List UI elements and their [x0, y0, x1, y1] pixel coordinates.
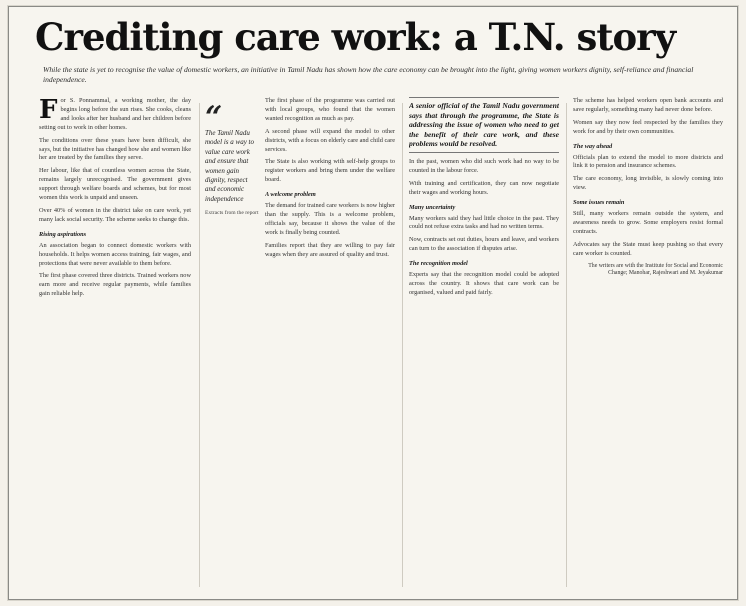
paragraph: Experts say that the recognition model could be adopted across the country. It shows that care work can be organised, valued and paid fairly.: [409, 271, 559, 296]
paragraph: Now, contracts set out duties, hours and leave, and workers can turn to the association if disputes arise.: [409, 236, 559, 253]
paragraph: Over 40% of women in the district take on care work, yet many lack social security. The scheme seeks to change this.: [39, 206, 191, 223]
paragraph: Families report that they are willing to pay fair wages when they are assured of quality and trust.: [265, 241, 395, 258]
paragraph: An association began to connect domestic workers with households. It helps women access training, fair wages, and protections that were never available to them before.: [39, 241, 191, 267]
headline: Crediting care work: a T.N. story: [35, 15, 676, 59]
column-rule: [566, 103, 567, 587]
article-column-3: [409, 97, 559, 589]
paragraph: The State is also working with self-help groups to register workers and bring them under the welfare board.: [265, 158, 395, 184]
subheading: Some issues remain: [573, 199, 625, 207]
paragraph: The conditions over these years have been difficult, she says, but the initiative has changed how she and women like her are treated by the families they serve.: [39, 136, 191, 162]
pull-quote-text: The Tamil Nadu model is a way to value care work and ensure that women gain dignity, respect and economic independence: [205, 129, 254, 203]
paragraph: In the past, women who did such work had no way to be counted in the labour force.: [409, 157, 559, 174]
paragraph: The care economy, long invisible, is slowly coming into view.: [573, 175, 723, 192]
paragraph: Still, many workers remain outside the system, and awareness needs to grow. Some employers resist formal contracts.: [573, 210, 723, 235]
paragraph: Officials plan to extend the model to more districts and link it to pension and insurance schemes.: [573, 153, 723, 170]
paragraph: The first phase of the programme was carried out with local groups, who found that the women wanted recognition as much as pay.: [265, 97, 395, 122]
standfirst: While the state is yet to recognise the value of domestic workers, an initiative in Tamil Nadu has shown how the care economy can be brought into the light, giving women workers dignity, self-reliance and financial independence.: [43, 65, 694, 84]
subheading: The way ahead: [573, 142, 613, 150]
article-column-4: [573, 97, 723, 589]
paragraph: Many workers said they had little choice in the past. They could not refuse extra tasks and had no written terms.: [409, 214, 559, 231]
newspaper-clipping: [8, 6, 738, 600]
article-column-2: [265, 97, 395, 589]
paragraph: The scheme has helped workers open bank accounts and save regularly, something many had never done before.: [573, 97, 723, 113]
drop-cap: F: [39, 97, 58, 125]
column-rule: [199, 103, 200, 587]
article-column-1: [39, 97, 191, 589]
subheading: A welcome problem: [265, 191, 316, 199]
subheading: Rising aspirations: [39, 230, 87, 238]
pull-quote-attribution: Extracts from the report: [205, 210, 259, 217]
highlight-callout: A senior official of the Tamil Nadu government says that through the programme, the State is addressing the issue of women who need to get the benefit of their care work, and these problems would be resolved.: [409, 97, 559, 153]
pull-quote: [205, 100, 259, 297]
column-rule: [402, 103, 403, 587]
subheading: Many uncertainty: [409, 203, 456, 211]
paragraph: Her labour, like that of countless women across the State, remains largely unrecognised. The government gives support through welfare boards and schemes, but for most women this work is unpaid and unseen.: [39, 167, 191, 202]
author-byline: The writers are with the Institute for Social and Economic Change; Manohar, Rajeshwari and M. Jeyakumar: [588, 262, 723, 277]
paragraph: Advocates say the State must keep pushing so that every care worker is counted.: [573, 240, 723, 257]
paragraph: A second phase will expand the model to other districts, with a focus on elderly care and child care services.: [265, 127, 395, 153]
quote-mark-icon: “: [205, 100, 223, 135]
paragraph: The demand for trained care workers is now higher than the supply. This is a welcome problem, officials say, because it shows the value of the work is finally being counted.: [265, 202, 395, 236]
paragraph: The first phase covered three districts. Trained workers now earn more and receive regular payments, while families gain reliable help.: [39, 272, 191, 298]
subheading: The recognition model: [409, 260, 468, 268]
paragraph: or S. Ponnammal, a working mother, the day begins long before the sun rises. She cooks, cleans and looks after her husband and her children before setting out to work in other homes.: [39, 97, 191, 131]
paragraph: With training and certification, they can now negotiate their wages and working hours.: [409, 179, 559, 196]
paragraph: Women say they now feel respected by the families they work for and by their own communities.: [573, 118, 723, 135]
